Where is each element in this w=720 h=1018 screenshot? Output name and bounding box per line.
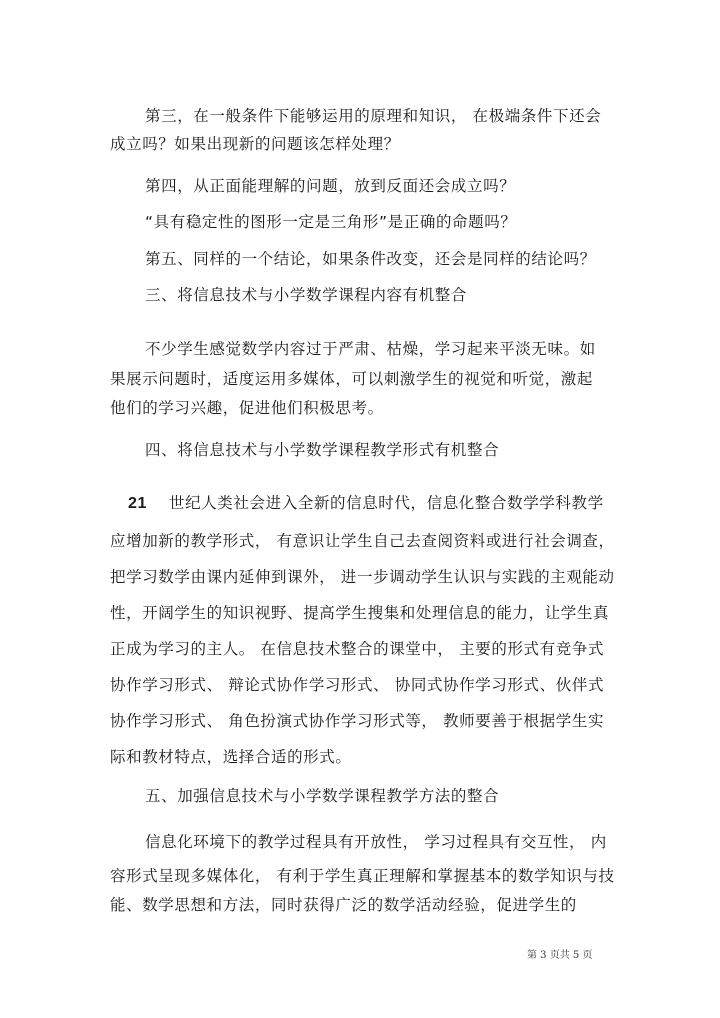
text-line: 不少学生感觉数学内容过于严肃、枯燥，学习起来平淡无味。如 (145, 340, 596, 358)
text-line: 协作学习形式、 角色扮演式协作学习形式等， 教师要善于根据学生实 (110, 712, 605, 730)
text-line: 正成为学习的主人。 在信息技术整合的课堂中， 主要的形式有竞争式 (110, 640, 605, 658)
section-heading: 五、加强信息技术与小学数学课程教学方法的整合 (145, 787, 500, 805)
text-line: 把学习数学由课内延伸到课外， 进一步调动学生认识与实践的主观能动 (110, 568, 615, 586)
text-line-content: 世纪人类社会进入全新的信息时代，信息化整合数学学科教学 (169, 494, 604, 512)
text-line: 应增加新的教学形式， 有意识让学生自己去查阅资料或进行社会调查， (110, 532, 615, 550)
text-line: 成立吗？如果出现新的问题该怎样处理？ (110, 135, 400, 153)
text-line: 第三，在一般条件下能够运用的原理和知识， 在极端条件下还会 (145, 107, 602, 125)
section-heading: 四、将信息技术与小学数学课程教学形式有机整合 (145, 441, 500, 459)
section-heading: 三、将信息技术与小学数学课程内容有机整合 (145, 286, 468, 304)
text-line: “具有稳定性的图形一定是三角形”是正确的命题吗？ (145, 213, 517, 231)
text-line: 他们的学习兴趣，促进他们积极思考。 (110, 399, 384, 417)
century-number: 21 (128, 495, 147, 512)
text-line: 能、数学思想和方法，同时获得广泛的数学活动经验，促进学生的 (110, 896, 577, 914)
page-number: 第 3 页共 5 页 (527, 950, 593, 961)
text-line: 第四，从正面能理解的问题，放到反面还会成立吗？ (145, 177, 516, 195)
text-line: 第五、同样的一个结论，如果条件改变，还会是同样的结论吗？ (145, 250, 596, 268)
text-line: 果展示问题时，适度运用多媒体，可以刺激学生的视觉和听觉，激起 (110, 370, 594, 388)
text-line: 协作学习形式、 辩论式协作学习形式、 协同式协作学习形式、伙伴式 (110, 676, 605, 694)
text-line (128, 493, 628, 514)
text-line: 性，开阔学生的知识视野、提高学生搜集和处理信息的能力，让学生真 (110, 604, 610, 622)
text-line: 际和教材特点，选择合适的形式。 (110, 748, 352, 766)
text-line: 容形式呈现多媒体化， 有利于学生真正理解和掌握基本的数学知识与技 (110, 867, 615, 885)
text-line: 信息化环境下的教学过程具有开放性， 学习过程具有交互性， 内 (145, 833, 607, 851)
